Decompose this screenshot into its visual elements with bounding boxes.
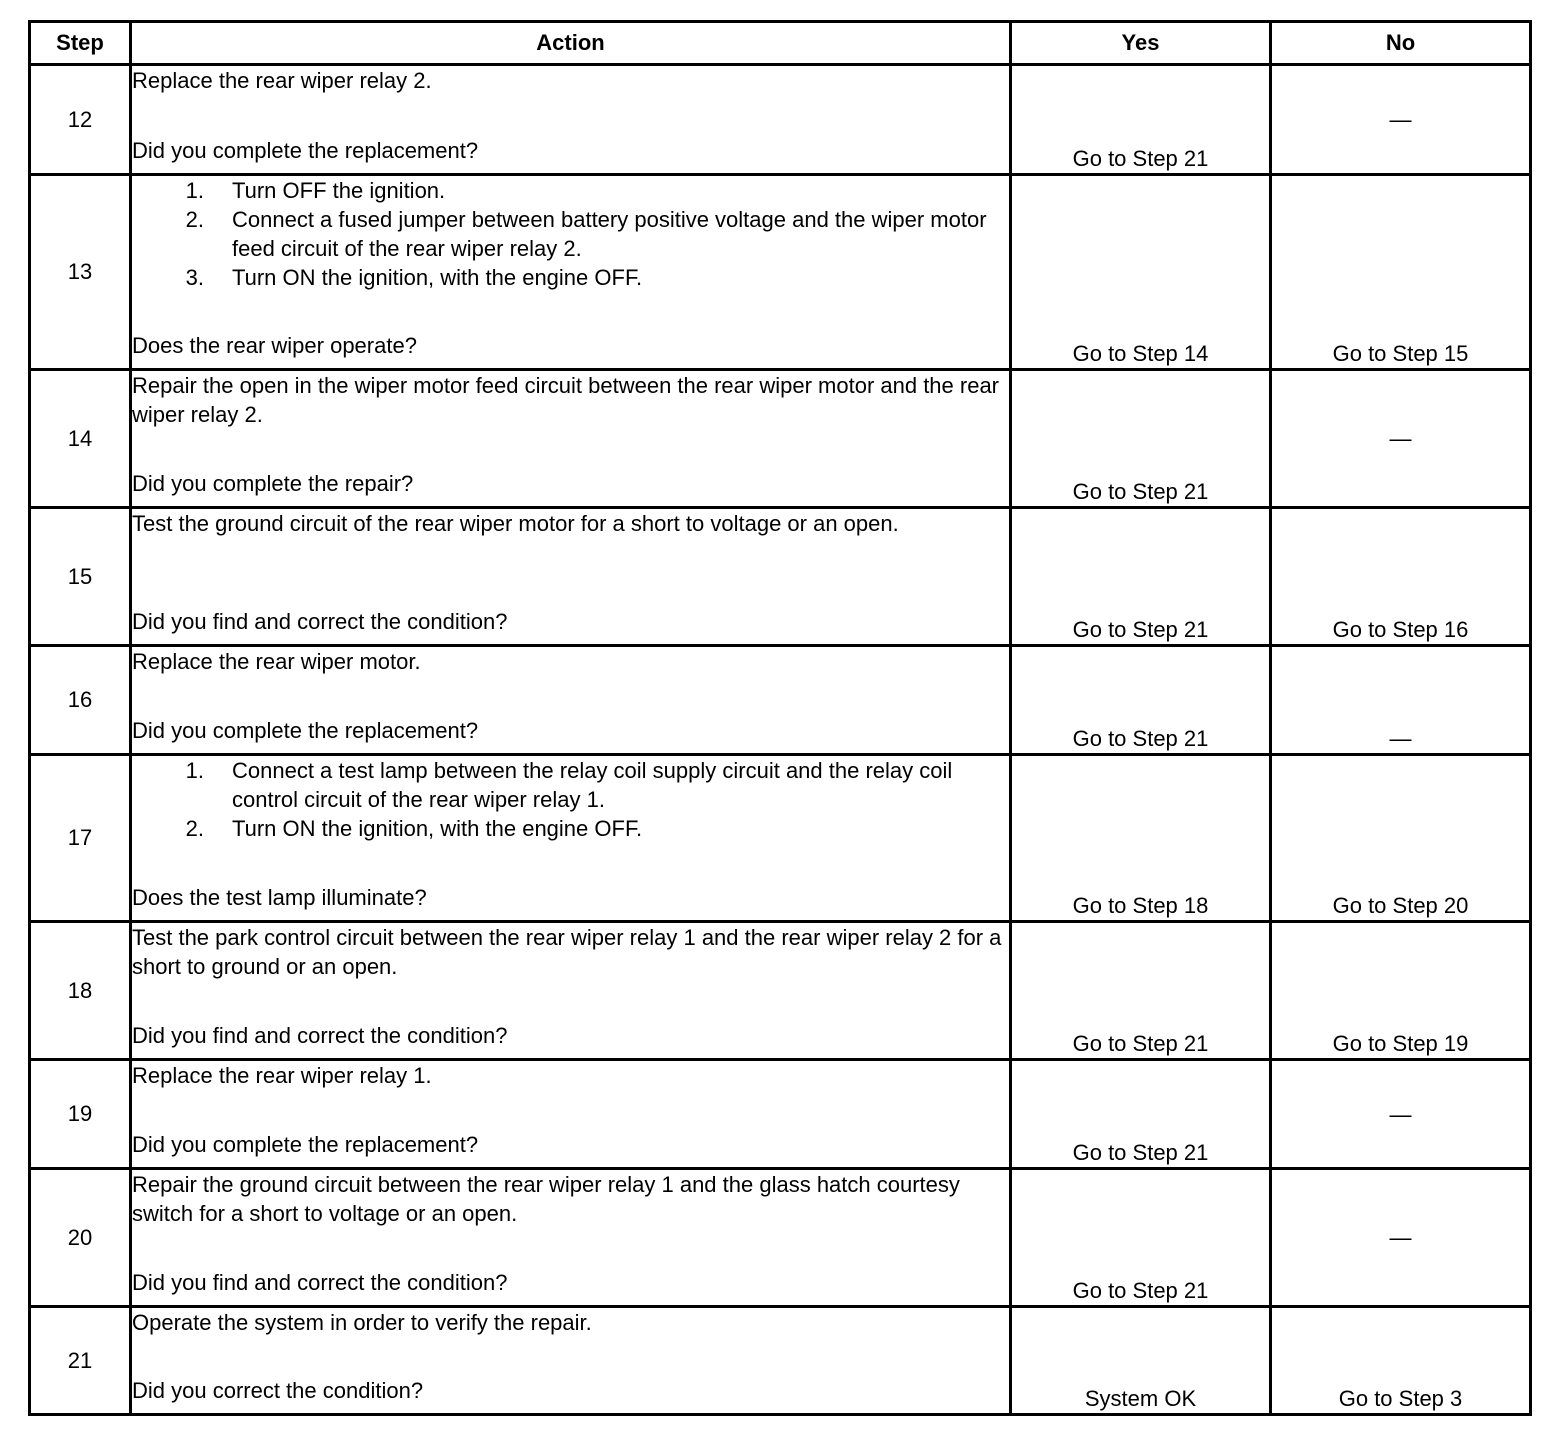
header-action: Action	[131, 22, 1011, 65]
action-cell	[131, 755, 1011, 922]
table-row	[30, 755, 1531, 922]
action-instruction: Replace the rear wiper motor.	[132, 649, 421, 674]
list-item-text: Turn OFF the ignition.	[232, 178, 446, 203]
yes-result: Go to Step 21	[1011, 646, 1271, 755]
no-result: —	[1271, 646, 1531, 755]
action-question: Does the test lamp illuminate?	[132, 885, 427, 910]
action-question: Did you complete the repair?	[132, 471, 414, 496]
list-item	[132, 756, 1009, 814]
action-instruction: Test the ground circuit of the rear wiper motor for a short to voltage or an open.	[132, 511, 899, 536]
list-item-text: Connect a fused jumper between battery positive voltage and the wiper motor feed circuit of the rear wiper relay 2.	[232, 207, 987, 261]
header-yes: Yes	[1011, 22, 1271, 65]
no-result: —	[1271, 65, 1531, 175]
table-row	[30, 1307, 1531, 1415]
action-cell	[131, 646, 1011, 755]
action-question: Did you complete the replacement?	[132, 138, 479, 163]
action-instruction: Replace the rear wiper relay 2.	[132, 68, 432, 93]
list-item	[132, 263, 1009, 292]
step-number: 18	[30, 922, 131, 1060]
action-instruction: Replace the rear wiper relay 1.	[132, 1063, 432, 1088]
action-question: Does the rear wiper operate?	[132, 333, 417, 358]
step-number: 20	[30, 1169, 131, 1307]
header-row	[30, 22, 1531, 65]
list-item	[132, 176, 1009, 205]
list-item-number: 2.	[185, 816, 204, 841]
header-no: No	[1271, 22, 1531, 65]
header-step: Step	[30, 22, 131, 65]
step-number: 12	[30, 65, 131, 175]
step-number: 14	[30, 370, 131, 508]
action-instruction: Operate the system in order to verify the repair.	[132, 1310, 592, 1335]
diagnostic-table	[28, 20, 1532, 1416]
list-item-text: Turn ON the ignition, with the engine OFF.	[232, 816, 643, 841]
yes-result: Go to Step 21	[1011, 922, 1271, 1060]
yes-result: Go to Step 14	[1011, 175, 1271, 370]
action-cell	[131, 65, 1011, 175]
yes-result: Go to Step 21	[1011, 1169, 1271, 1307]
list-item	[132, 814, 1009, 843]
no-result: Go to Step 20	[1271, 755, 1531, 922]
action-cell	[131, 1060, 1011, 1169]
step-number: 16	[30, 646, 131, 755]
no-result: —	[1271, 1060, 1531, 1169]
yes-result: Go to Step 21	[1011, 370, 1271, 508]
action-question: Did you complete the replacement?	[132, 718, 479, 743]
no-result: Go to Step 3	[1271, 1307, 1531, 1415]
step-number: 17	[30, 755, 131, 922]
action-instruction: Repair the open in the wiper motor feed circuit between the rear wiper motor and the rear wiper relay 2.	[132, 373, 1000, 427]
list-item-number: 1.	[185, 758, 204, 783]
step-number: 13	[30, 175, 131, 370]
list-item-text: Turn ON the ignition, with the engine OFF.	[232, 265, 643, 290]
step-number: 15	[30, 508, 131, 646]
action-question: Did you complete the replacement?	[132, 1132, 479, 1157]
table-row	[30, 646, 1531, 755]
action-cell	[131, 508, 1011, 646]
table-row	[30, 1060, 1531, 1169]
action-cell	[131, 1169, 1011, 1307]
table-row	[30, 1169, 1531, 1307]
list-item-number: 3.	[185, 265, 204, 290]
no-result: Go to Step 15	[1271, 175, 1531, 370]
step-number: 19	[30, 1060, 131, 1169]
no-result: Go to Step 19	[1271, 922, 1531, 1060]
action-cell	[131, 370, 1011, 508]
yes-result: System OK	[1011, 1307, 1271, 1415]
yes-result: Go to Step 21	[1011, 1060, 1271, 1169]
no-result: Go to Step 16	[1271, 508, 1531, 646]
table-row	[30, 370, 1531, 508]
no-result: —	[1271, 370, 1531, 508]
yes-result: Go to Step 21	[1011, 65, 1271, 175]
action-question: Did you find and correct the condition?	[132, 1270, 508, 1295]
action-step-list	[132, 756, 1009, 843]
yes-result: Go to Step 21	[1011, 508, 1271, 646]
list-item-number: 2.	[185, 207, 204, 232]
action-question: Did you correct the condition?	[132, 1378, 424, 1403]
table-row	[30, 508, 1531, 646]
list-item-text: Connect a test lamp between the relay coil supply circuit and the relay coil control circuit of the rear wiper relay 1.	[232, 758, 953, 812]
action-instruction: Test the park control circuit between the rear wiper relay 1 and the rear wiper relay 2 for a short to ground or an open.	[132, 925, 1002, 979]
action-cell	[131, 922, 1011, 1060]
table-row	[30, 65, 1531, 175]
action-step-list	[132, 176, 1009, 292]
list-item	[132, 205, 1009, 263]
table-row	[30, 175, 1531, 370]
action-cell	[131, 175, 1011, 370]
action-question: Did you find and correct the condition?	[132, 1023, 508, 1048]
action-question: Did you find and correct the condition?	[132, 609, 508, 634]
no-result: —	[1271, 1169, 1531, 1307]
yes-result: Go to Step 18	[1011, 755, 1271, 922]
list-item-number: 1.	[185, 178, 204, 203]
table-row	[30, 922, 1531, 1060]
action-instruction: Repair the ground circuit between the rear wiper relay 1 and the glass hatch courtesy switch for a short to voltage or an open.	[132, 1172, 960, 1226]
step-number: 21	[30, 1307, 131, 1415]
action-cell	[131, 1307, 1011, 1415]
